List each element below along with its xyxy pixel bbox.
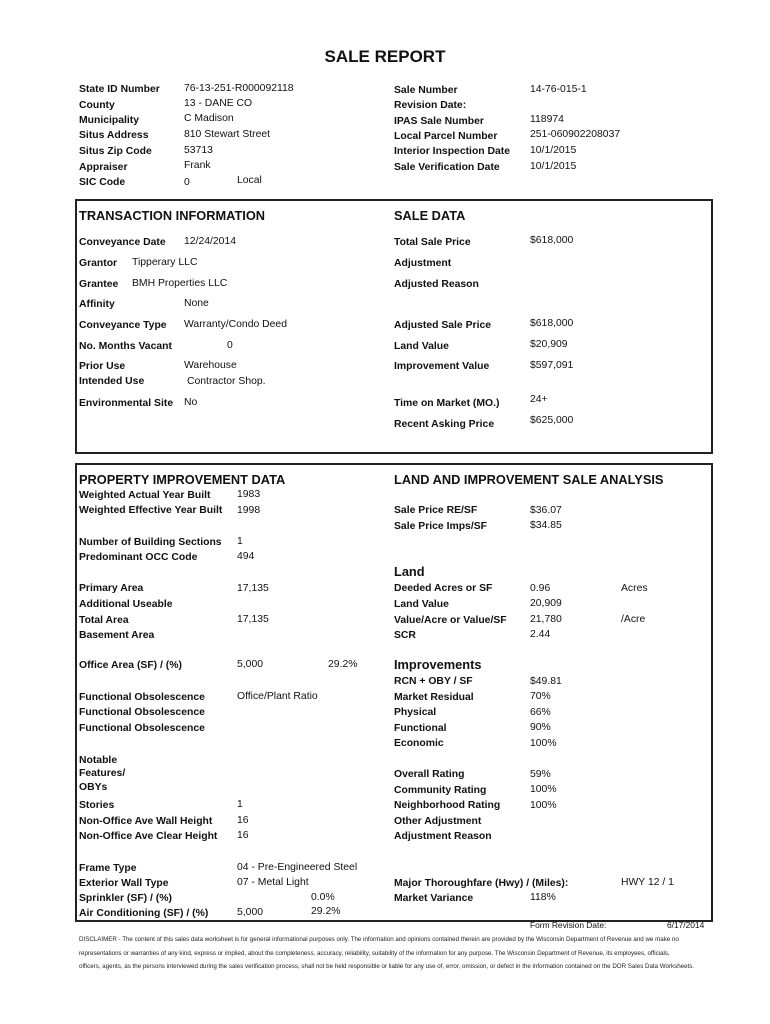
prior-use-value: Warehouse <box>184 360 237 371</box>
total-sale-price-label: Total Sale Price <box>394 237 471 248</box>
conveyance-type-value: Warranty/Condo Deed <box>184 319 287 330</box>
adjustment-label: Adjustment <box>394 258 452 269</box>
office-area-pct: 29.2% <box>328 659 358 670</box>
physical-label: Physical <box>394 707 437 718</box>
sale-number-label: Sale Number <box>394 85 458 96</box>
improvement-value-label: Improvement Value <box>394 361 490 372</box>
env-site-label: Environmental Site <box>79 398 174 409</box>
municipality-value: C Madison <box>184 113 234 124</box>
wall-height-value: 16 <box>237 815 249 826</box>
weyb-label: Weighted Effective Year Built <box>79 505 223 516</box>
clear-height-label: Non-Office Ave Clear Height <box>79 831 218 842</box>
neighborhood-rating-value: 100% <box>530 800 557 811</box>
adjusted-sale-price-label: Adjusted Sale Price <box>394 320 492 331</box>
physical-value: 66% <box>530 707 551 718</box>
economic-label: Economic <box>394 738 444 749</box>
price-re-sf-value: $36.07 <box>530 505 562 516</box>
state-id-value: 76-13-251-R000092118 <box>184 83 294 94</box>
market-residual-value: 70% <box>530 691 551 702</box>
func-obs-1-value: Office/Plant Ratio <box>237 691 318 702</box>
recent-asking-label: Recent Asking Price <box>394 419 495 430</box>
grantee-label: Grantee <box>79 279 119 290</box>
air-cond-value: 5,000 <box>237 907 264 918</box>
num-sections-value: 1 <box>237 536 243 547</box>
scr-label: SCR <box>394 630 416 641</box>
func-obs-1-label: Functional Obsolescence <box>79 692 205 703</box>
adjusted-reason-label: Adjusted Reason <box>394 279 479 290</box>
thoroughfare-label: Major Thoroughfare (Hwy) / (Miles): <box>394 878 569 889</box>
land-value-value: $20,909 <box>530 339 568 350</box>
sprinkler-label: Sprinkler (SF) / (%) <box>79 893 172 904</box>
sale-verification-label: Sale Verification Date <box>394 162 500 173</box>
municipality-label: Municipality <box>79 115 140 126</box>
value-per-acre-label: Value/Acre or Value/SF <box>394 615 507 626</box>
market-variance-value: 118% <box>530 892 556 903</box>
office-area-value: 5,000 <box>237 659 264 670</box>
total-area-value: 17,135 <box>237 614 269 625</box>
scr-value: 2.44 <box>530 629 551 640</box>
frame-type-value: 04 - Pre-Engineered Steel <box>237 862 358 873</box>
disclaimer-line-2: representations or warranties of any kind, express or implied, about the completeness, accuracy, reliability, suitability of the information for any purpose. The Wisconsin Department of Revenue, its employees, officials, <box>79 950 670 957</box>
page-title: SALE REPORT <box>324 47 446 66</box>
grantor-label: Grantor <box>79 258 118 269</box>
county-value: 13 - DANE CO <box>184 98 253 109</box>
economic-value: 100% <box>530 738 557 749</box>
sale-verification-value: 10/1/2015 <box>530 161 577 172</box>
conveyance-type-label: Conveyance Type <box>79 320 167 331</box>
improvement-value-value: $597,091 <box>530 360 574 371</box>
land-value-label: Land Value <box>394 341 449 352</box>
primary-area-label: Primary Area <box>79 583 144 594</box>
weyb-value: 1998 <box>237 505 261 516</box>
primary-area-value: 17,135 <box>237 583 269 594</box>
disclaimer-line-3: officers, agents, as the persons interviewed during the sales verification process, shall not be held responsible or liable for any use of, error, omission, or defect in the information contained on the DOR Sales Data Worksheets. <box>79 963 695 970</box>
grantee-value: BMH Properties LLC <box>132 278 228 289</box>
market-variance-label: Market Variance <box>394 893 474 904</box>
state-id-label: State ID Number <box>79 84 160 95</box>
total-sale-price-value: $618,000 <box>530 235 574 246</box>
wayb-label: Weighted Actual Year Built <box>79 490 211 501</box>
sic-code-extra: Local <box>237 175 262 186</box>
market-residual-label: Market Residual <box>394 692 474 703</box>
situs-zip-label: Situs Zip Code <box>79 146 152 157</box>
notable-label-3: OBYs <box>79 782 108 793</box>
analysis-land-value-value: 20,909 <box>530 598 562 609</box>
occ-code-value: 494 <box>237 551 255 562</box>
basement-area-label: Basement Area <box>79 630 155 641</box>
interior-inspection-label: Interior Inspection Date <box>394 146 511 157</box>
appraiser-label: Appraiser <box>79 162 128 173</box>
form-revision-label: Form Revision Date: <box>530 920 607 930</box>
additional-useable-label: Additional Useable <box>79 599 173 610</box>
stories-value: 1 <box>237 799 243 810</box>
conveyance-date-value: 12/24/2014 <box>184 236 237 247</box>
price-re-sf-label: Sale Price RE/SF <box>394 505 478 516</box>
form-revision-date: 6/17/2014 <box>667 920 705 930</box>
price-imps-sf-label: Sale Price Imps/SF <box>394 521 487 532</box>
stories-label: Stories <box>79 800 115 811</box>
conveyance-date-label: Conveyance Date <box>79 237 166 248</box>
local-parcel-value: 251-060902208037 <box>530 129 621 140</box>
price-imps-sf-value: $34.85 <box>530 520 562 531</box>
sale-data-heading: SALE DATA <box>394 208 466 223</box>
analysis-heading: LAND AND IMPROVEMENT SALE ANALYSIS <box>394 472 664 487</box>
ipas-sale-value: 118974 <box>530 114 564 125</box>
ext-wall-label: Exterior Wall Type <box>79 878 169 889</box>
thoroughfare-value: HWY 12 / 1 <box>621 877 674 888</box>
functional-value: 90% <box>530 722 551 733</box>
transaction-heading: TRANSACTION INFORMATION <box>79 208 266 223</box>
rcn-label: RCN + OBY / SF <box>394 676 473 687</box>
land-subheading: Land <box>394 564 425 579</box>
affinity-label: Affinity <box>79 299 115 310</box>
sic-code-value: 0 <box>184 177 190 188</box>
frame-type-label: Frame Type <box>79 863 137 874</box>
recent-asking-value: $625,000 <box>530 415 574 426</box>
sprinkler-pct: 0.0% <box>311 892 335 903</box>
notable-label-1: Notable <box>79 755 118 766</box>
months-vacant-value: 0 <box>227 340 233 351</box>
rcn-value: $49.81 <box>530 676 562 687</box>
sale-number-value: 14-76-015-1 <box>530 84 587 95</box>
value-per-acre-value: 21,780 <box>530 614 562 625</box>
occ-code-label: Predominant OCC Code <box>79 552 198 563</box>
situs-zip-value: 53713 <box>184 145 213 156</box>
deeded-acres-label: Deeded Acres or SF <box>394 583 493 594</box>
adjustment-reason-label: Adjustment Reason <box>394 831 492 842</box>
ipas-sale-label: IPAS Sale Number <box>394 116 484 127</box>
adjusted-sale-price-value: $618,000 <box>530 318 574 329</box>
revision-date-label: Revision Date: <box>394 100 467 111</box>
air-cond-label: Air Conditioning (SF) / (%) <box>79 908 209 919</box>
disclaimer-line-1: DISCLAIMER - The content of this sales data worksheet is for general informational purposes only. The information and opinions contained therein are provided by the Wisconsin Department of Revenue and we make no <box>79 936 679 943</box>
env-site-value: No <box>184 397 198 408</box>
county-label: County <box>79 100 115 111</box>
community-rating-value: 100% <box>530 784 557 795</box>
situs-address-label: Situs Address <box>79 130 149 141</box>
months-vacant-label: No. Months Vacant <box>79 341 172 352</box>
community-rating-label: Community Rating <box>394 785 487 796</box>
intended-use-value: Contractor Shop. <box>187 376 266 387</box>
overall-rating-value: 59% <box>530 769 551 780</box>
functional-label: Functional <box>394 723 447 734</box>
analysis-land-value-label: Land Value <box>394 599 449 610</box>
deeded-acres-value: 0.96 <box>530 583 551 594</box>
deeded-acres-unit: Acres <box>621 583 648 594</box>
local-parcel-label: Local Parcel Number <box>394 131 498 142</box>
air-cond-pct: 29.2% <box>311 906 341 917</box>
sic-code-label: SIC Code <box>79 177 126 188</box>
grantor-value: Tipperary LLC <box>132 257 198 268</box>
clear-height-value: 16 <box>237 830 249 841</box>
intended-use-label: Intended Use <box>79 376 145 387</box>
neighborhood-rating-label: Neighborhood Rating <box>394 800 501 811</box>
wayb-value: 1983 <box>237 489 261 500</box>
situs-address-value: 810 Stewart Street <box>184 129 271 140</box>
time-on-market-value: 24+ <box>530 394 548 405</box>
affinity-value: None <box>184 298 209 309</box>
value-per-acre-unit: /Acre <box>621 614 646 625</box>
office-area-label: Office Area (SF) / (%) <box>79 660 182 671</box>
total-area-label: Total Area <box>79 615 129 626</box>
func-obs-2-label: Functional Obsolescence <box>79 707 205 718</box>
ext-wall-value: 07 - Metal Light <box>237 877 309 888</box>
appraiser-value: Frank <box>184 160 211 171</box>
other-adjustment-label: Other Adjustment <box>394 816 482 827</box>
num-sections-label: Number of Building Sections <box>79 537 222 548</box>
wall-height-label: Non-Office Ave Wall Height <box>79 816 213 827</box>
interior-inspection-value: 10/1/2015 <box>530 145 577 156</box>
time-on-market-label: Time on Market (MO.) <box>394 398 500 409</box>
notable-label-2: Features/ <box>79 768 126 779</box>
property-heading: PROPERTY IMPROVEMENT DATA <box>79 472 286 487</box>
func-obs-3-label: Functional Obsolescence <box>79 723 205 734</box>
overall-rating-label: Overall Rating <box>394 769 465 780</box>
prior-use-label: Prior Use <box>79 361 126 372</box>
improvements-subheading: Improvements <box>394 657 482 672</box>
